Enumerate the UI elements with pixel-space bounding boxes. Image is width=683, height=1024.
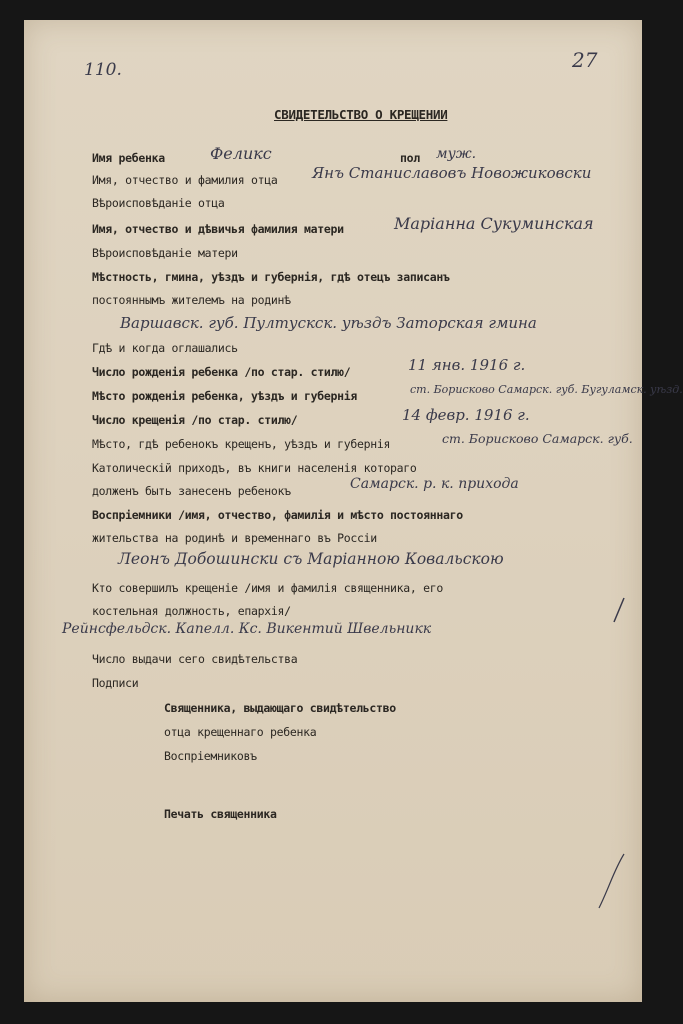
document-page — [24, 20, 683, 1002]
priest-label-line2: костельная должность, епархія/ — [92, 604, 291, 618]
page-bottom-stroke — [599, 854, 624, 908]
father-religion-label: Вѣроисповѣданіе отца — [92, 196, 225, 210]
birth-place-value: ст. Борисково Самарск. губ. Бугуламск. уѣзд. — [410, 383, 683, 396]
sig-godparents-label: Воспріемниковъ — [164, 749, 257, 763]
mother-value: Маріанна Сукуминская — [394, 214, 594, 233]
sig-father-label: отца крещеннаго ребенка — [164, 725, 317, 739]
father-label: Имя, отчество и фамилия отца — [92, 173, 278, 187]
seal-label: Печать священника — [164, 807, 277, 821]
parish-label-line1: Католическій приходъ, въ книги населенія котораго — [92, 461, 417, 475]
child-name-label: Имя ребенка — [92, 151, 165, 165]
residence-label-line1: Мѣстность, гмина, уѣздъ и губернія, гдѣ отецъ записанъ — [92, 270, 450, 284]
baptism-place-value: ст. Борисково Самарск. губ. — [442, 431, 633, 446]
birth-date-value: 11 янв. 1916 г. — [408, 356, 526, 374]
parish-value: Самарск. р. к. прихода — [350, 476, 519, 492]
parish-label-line2: долженъ быть занесенъ ребенокъ — [92, 484, 291, 498]
birth-date-label: Число рожденія ребенка /по стар. стилю/ — [92, 365, 351, 379]
where-announced-label: Гдѣ и когда оглашались — [92, 341, 238, 355]
mother-label: Имя, отчество и дѣвичья фамилия матери — [92, 222, 344, 236]
priest-value: Рейнсфельдск. Капелл. Кс. Викентий Швельникк — [62, 621, 432, 637]
signatures-label: Подписи — [92, 676, 139, 690]
margin-tick-mark — [614, 598, 624, 622]
mother-religion-label: Вѣроисповѣданіе матери — [92, 246, 238, 260]
godparents-label-line2: жительства на родинѣ и временнаго въ Россіи — [92, 531, 377, 545]
document-title: СВИДЕТЕЛЬСТВО О КРЕЩЕНИИ — [274, 107, 448, 122]
child-name-value: Феликс — [210, 144, 272, 163]
archive-number: 110. — [84, 60, 122, 80]
page-number: 27 — [572, 48, 598, 72]
baptism-place-label: Мѣсто, гдѣ ребенокъ крещенъ, уѣздъ и губернія — [92, 437, 391, 451]
father-value: Янъ Станиславовъ Новожиковски — [312, 164, 592, 182]
residence-value: Варшавск. губ. Пултускск. уѣздъ Заторская гмина — [120, 314, 537, 332]
godparents-label-line1: Воспріемники /имя, отчество, фамилія и мѣсто постояннаго — [92, 508, 463, 522]
godparents-value: Леонъ Добошински съ Маріанною Ковальскою — [118, 550, 504, 568]
birth-place-label: Мѣсто рожденія ребенка, уѣздъ и губернія — [92, 389, 357, 403]
residence-label-line2: постояннымъ жителемъ на родинѣ — [92, 293, 291, 307]
sig-priest-label: Священника, выдающаго свидѣтельство — [164, 701, 396, 715]
priest-label-line1: Кто совершилъ крещеніе /имя и фамилія священника, его — [92, 581, 444, 595]
sex-value: муж. — [436, 146, 477, 162]
issue-date-label: Число выдачи сего свидѣтельства — [92, 652, 298, 666]
baptism-date-value: 14 февр. 1916 г. — [402, 406, 530, 424]
sex-label: пол — [400, 151, 420, 165]
baptism-date-label: Число крещенія /по стар. стилю/ — [92, 413, 298, 427]
